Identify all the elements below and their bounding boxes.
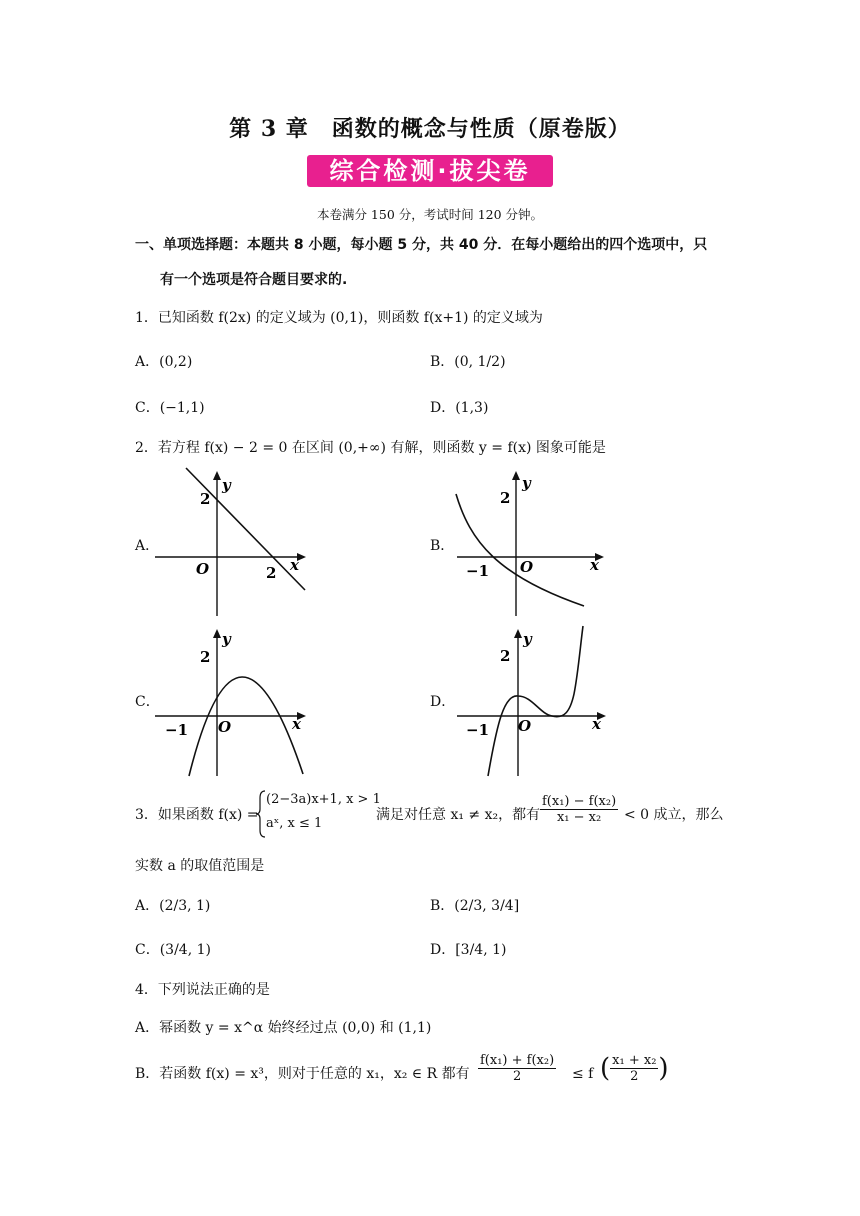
q3-option-c: C．(3/4, 1) — [135, 942, 211, 958]
graph-a-y-label: y — [222, 476, 231, 494]
q3-option-a: A．(2/3, 1) — [135, 898, 211, 914]
graph-c-x-label: x — [292, 715, 301, 733]
q3-piece2: aˣ, x ≤ 1 — [266, 816, 323, 831]
graph-a-tick-2x: 2 — [266, 564, 277, 582]
q2-label-c: C． — [135, 694, 160, 710]
graph-a-origin: O — [196, 560, 210, 578]
q2-stem: 2．若方程 f(x) − 2 = 0 在区间 (0,+∞) 有解，则函数 y = f(x) 图象可能是 — [135, 440, 606, 456]
q3-frac-num: f(x₁) − f(x₂) — [542, 794, 617, 809]
q4-option-a: A．幂函数 y = x^α 始终经过点 (0,0) 和 (1,1) — [135, 1020, 432, 1036]
q3-option-d: D．[3/4, 1) — [430, 942, 507, 958]
graph-d — [452, 624, 610, 780]
q4-option-b-arg: ( $\frac{\text{x₁ + x₂}}{2}$ ) — [600, 1053, 669, 1084]
graph-c-tick-neg1: −1 — [165, 721, 189, 739]
banner — [307, 153, 553, 189]
graph-b-origin: O — [520, 558, 534, 576]
q4-b-arg-num: x₁ + x₂ — [612, 1053, 657, 1068]
graph-b-x-label: x — [590, 556, 599, 574]
graph-c-y-label: y — [222, 630, 231, 648]
q3-stem-end: < 0 成立，那么 — [624, 807, 724, 823]
q4-option-b-le: ≤ f — [572, 1066, 594, 1082]
q4-b-frac-num: f(x₁) + f(x₂) — [480, 1053, 555, 1068]
graph-b — [452, 466, 608, 618]
q1-option-c: C．(−1,1) — [135, 400, 205, 416]
graph-c-origin: O — [218, 718, 232, 736]
q1-option-a: A．(0,2) — [135, 354, 193, 370]
q3-frac-den: x₁ − x₂ — [556, 810, 602, 825]
graph-c-tick-2y: 2 — [200, 648, 211, 666]
graph-d-x-label: x — [592, 715, 601, 733]
q1-option-b: B．(0, 1/2) — [430, 354, 506, 370]
q3-fraction — [540, 794, 618, 825]
section-heading-line2: 有一个选项是符合题目要求的. — [160, 272, 348, 288]
graph-a-tick-2y: 2 — [200, 490, 211, 508]
q3-option-b: B．(2/3, 3/4] — [430, 898, 520, 914]
graph-d-origin: O — [518, 717, 532, 735]
subtitle: 本卷满分 150 分，考试时间 120 分钟。 — [316, 207, 544, 222]
q3-stem-prefix: 3．如果函数 f(x) = — [135, 807, 259, 823]
q4-stem: 4．下列说法正确的是 — [135, 982, 270, 998]
graph-c — [150, 624, 310, 780]
q4-option-b-frac — [478, 1053, 556, 1084]
graph-a-x-label: x — [290, 556, 299, 574]
banner-text: 综合检测·拔尖卷 — [329, 157, 531, 185]
q3-stem-mid: 满足对任意 x₁ ≠ x₂，都有 — [376, 807, 541, 823]
q4-option-b-prefix: B．若函数 f(x) = x³，则对于任意的 x₁，x₂ ∈ R 都有 — [135, 1066, 470, 1082]
q3-brace-icon — [256, 790, 266, 838]
graph-d-tick-2y: 2 — [500, 647, 511, 665]
graph-b-tick-2y: 2 — [500, 489, 511, 507]
q4-b-frac-den: 2 — [512, 1069, 522, 1084]
q2-label-d: D． — [430, 694, 456, 710]
q3-line2: 实数 a 的取值范围是 — [135, 858, 265, 874]
section-heading-line1: 一、单项选择题：本题共 8 小题，每小题 5 分，共 40 分．在每小题给出的四个选项中，只 — [135, 237, 708, 253]
q4-b-arg-den: 2 — [630, 1069, 639, 1084]
graph-b-y-label: y — [522, 474, 531, 492]
q2-label-b: B． — [430, 538, 455, 554]
graph-a — [150, 466, 310, 618]
q3-piece1: (2−3a)x+1, x > 1 — [266, 792, 381, 807]
q2-label-a: A． — [135, 538, 160, 554]
q1-stem: 1．已知函数 f(2x) 的定义域为 (0,1)，则函数 f(x+1) 的定义域为 — [135, 310, 543, 326]
graph-d-y-label: y — [523, 630, 532, 648]
graph-b-tick-neg1: −1 — [466, 562, 490, 580]
q1-option-d: D．(1,3) — [430, 400, 489, 416]
page-title: 第 3 章 函数的概念与性质（原卷版） — [229, 116, 631, 142]
graph-d-tick-neg1: −1 — [466, 721, 490, 739]
